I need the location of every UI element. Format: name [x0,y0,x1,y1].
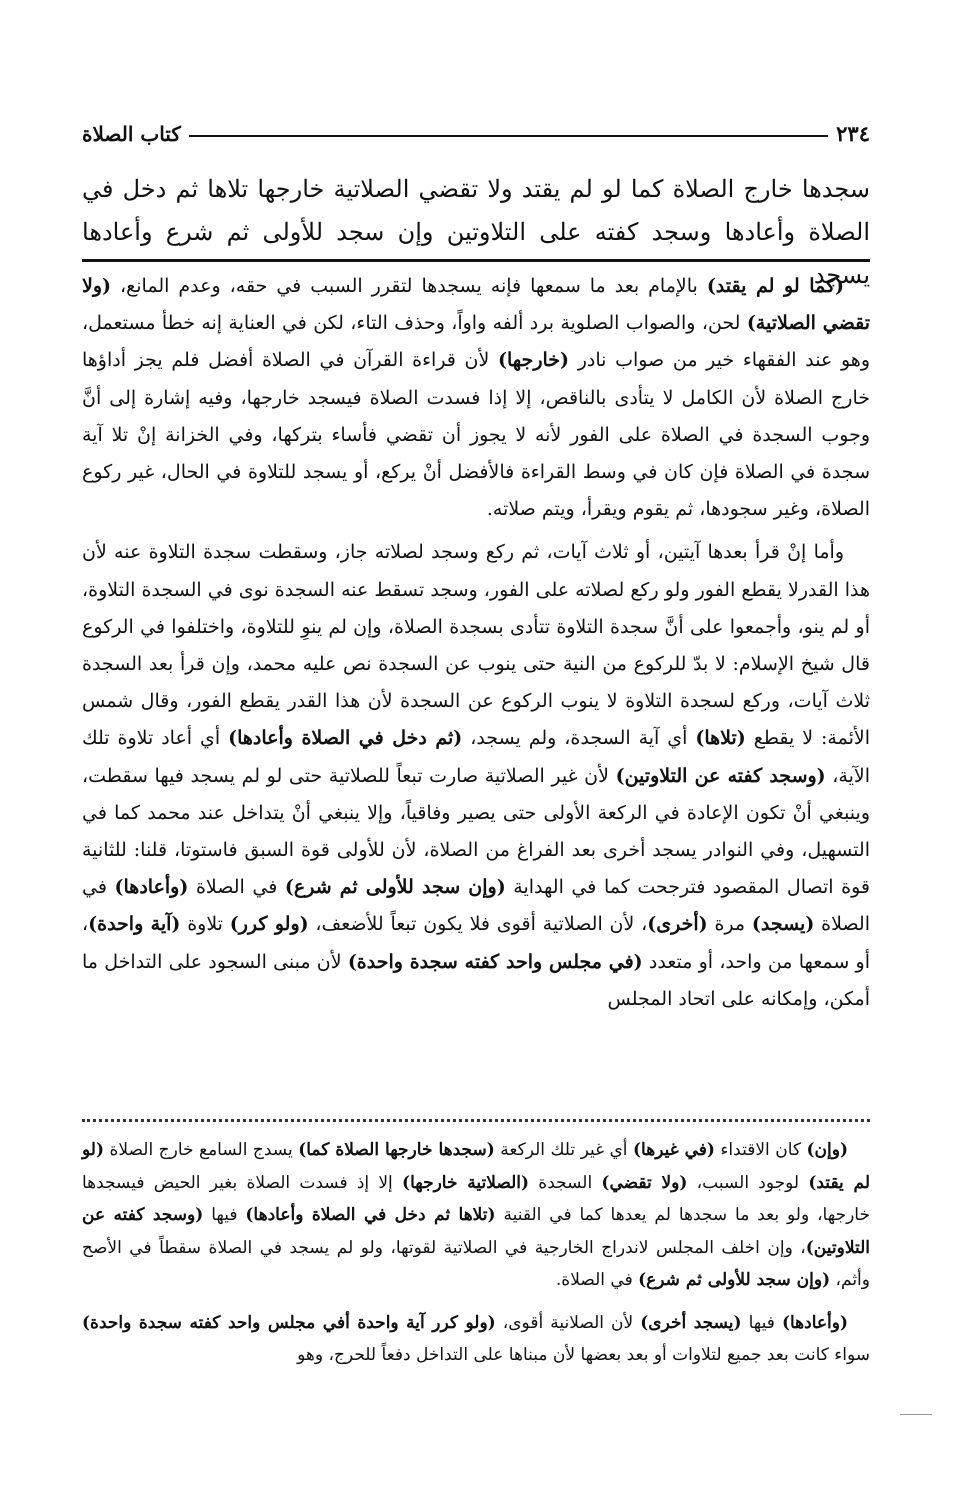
quoted-phrase: (تلاها) [695,727,746,750]
quoted-phrase: (يسجد أخرى) [640,1312,742,1333]
quoted-phrase: (في مجلس واحد كفته سجدة واحدة) [347,950,643,973]
commentary-text: في الصلاة [188,876,285,899]
page-number: ٢٣٤ [836,121,870,146]
main-text-line: سجدها خارج الصلاة كما لو لم يقتد ولا تقضي الصلاتية خارجها تلاها ثم دخل في [82,175,870,203]
commentary-lower [82,1134,870,1372]
commentary-text: لأن مبنى السجود على التداخل ما أمكن، وإمكانه على اتحاد المجلس [82,950,870,1010]
commentary-text: في الصلاة [82,876,870,936]
commentary-text: كان الاقتداء [714,1140,807,1160]
quoted-phrase: (أخرى) [647,913,708,936]
quoted-phrase: (ولو كرر آية واحدة أفي مجلس واحد كفته سجدة واحدة) [82,1312,496,1333]
quoted-phrase: (وإن) [806,1140,848,1160]
commentary-text: لأن قراءة القرآن في الصلاة أفضل فلم يجز أداؤها خارج الصلاة لأن الكامل لا يتأدى بالناقص، إلا إذا فسدت الصلاة فيسجد خارجها، وفيه إشارة إلى أنَّ وجوب السجدة في الصلاة على الفور لأنه لا يجوز أن تقضي فأساء بتركها، وفي الخزانة إنْ تلا آية سجدة في الصلاة فإن كان في وسط القراءة فالأفضل أنْ يركع، أو يسجد للتلاوة في الحال، غير ركوع الصلاة، وغير سجودها، ثم يقوم ويقرأ، ويتم صلاته. [82,349,870,521]
quoted-phrase: (ولا تقضي الصلاتية) [82,275,871,335]
commentary-text: ، وإن اخلف المجلس لاندراج الخارجية في الصلاتية لقوتها، ولو لم يسجد في الصلاة سقطاً في الأصح وأثم، [82,1237,870,1290]
commentary-paragraph [82,268,870,528]
quoted-phrase: (وأعادها) [114,876,189,899]
commentary-text: ، أو سمعها من واحد، أو متعدد [82,913,871,973]
commentary-text: لوجود السبب، [687,1172,809,1193]
quoted-phrase: (وإن سجد للأولى ثم شرع) [284,876,506,899]
quoted-phrase: (خارجها) [498,349,570,372]
commentary-text: ، لأن الصلاتية أقوى فلا يكون تبعاً للأضعف، [308,913,648,936]
quoted-phrase: (ولو كرر) [229,913,309,936]
commentary-text: أي آية السجدة، ولم يسجد، [462,727,696,750]
commentary-text: يسدج السامع خارج الصلاة [104,1140,299,1160]
commentary-text: أي غير تلك الركعة [494,1140,634,1160]
quoted-phrase: (ثم دخل في الصلاة وأعادها) [228,727,463,750]
quoted-phrase: (وأعادها) [781,1312,848,1333]
quoted-phrase: (سجدها خارجها الصلاة كما) [298,1140,495,1160]
quoted-phrase: (في غيرها) [633,1140,715,1160]
commentary-text: تلاوة [180,913,230,936]
quoted-phrase: (الصلاتية خارجها) [402,1172,530,1193]
commentary-text: مرة [707,913,752,936]
margin-mark [900,1414,932,1415]
commentary-text: لحن، والصواب الصلوية برد ألفه واواً، وحذف التاء، لكن في العناية إنه خطأ مستعمل، وهو عند الفقهاء خير من صواب نادر [82,312,870,372]
commentary-text: إلا إذ فسدت الصلاة بغير الحيض فيسجدها خارجها، ولو بعد ما سجدها لم يعدها كما في القنية [82,1172,870,1225]
commentary-text: السجدة [529,1172,602,1193]
quoted-phrase: (وسجد كفته عن التلاوتين) [82,1205,870,1258]
quoted-phrase: (وسجد كفته عن التلاوتين) [615,764,826,787]
main-text-divider [82,259,870,262]
commentary-text: بالإمام بعد ما سمعها فإنه يسجدها لتقرر السبب في حقه، وعدم المانع، [111,275,707,297]
commentary-text: لأن الصلانية أقوى، [495,1312,641,1333]
commentary-text: في الصلاة. [555,1270,639,1290]
commentary-upper [82,268,870,1018]
book-title: كتاب الصلاة [82,122,181,146]
commentary-text: وأما إنْ قرأ بعدها آيتين، أو ثلاث آيات، ثم ركع وسجد لصلاته جاز، وسقطت سجدة التلاوة عنه لأن هذا القدرلا يقطع الفور ولو ركع لصلاته على الفور، وسجد تسقط عنه السجدة نوى في السجدة التلاوة، أو لم ينو، وأجمعوا على أنَّ سجدة التلاوة تتأدى بسجدة الصلاة، وإن لم ينوِ للتلاوة، واختلفوا في الركوع قال شيخ الإسلام: لا بدّ للركوع من النية حتى ينوب عن السجدة نص عليه محمد، وإن قرأ بعد السجدة ثلاث آيات، وركع لسجدة التلاوة لا ينوب الركوع عن السجدة لأن هذا القدر يقطع الفور، وقال شمس الأئمة: لا يقطع [82,541,870,750]
commentary-text: فيها [203,1205,246,1225]
commentary-text: سواء كانت بعد جميع لتلاوات أو بعد بعضها لأن مبناها على التداخل دفعاً للحرج، وهو [297,1345,870,1365]
quoted-phrase: (لو لم يقتد) [82,1140,871,1193]
quoted-phrase: (تلاها ثم دخل في الصلاة وأعادها) [245,1205,496,1225]
commentary-paragraph [82,1307,870,1372]
quoted-phrase: (يسجد) [751,913,815,936]
commentary-text: لأن غير الصلاتية صارت تبعاً للصلاتية حتى لو لم يسجد فيها سقطت، وينبغي أنْ تكون الإعادة في الركعة الأولى حتى يصير وفاقياً، وإلا ينبغي أنْ يتداخل عند محمد كما في التسهيل، وفي النوادر يسجد أخرى بعد الفراغ من الصلاة، لأن للأولى قوة السبق فاستوتا، قلنا: للثانية قوة اتصال المقصود فترجحت كما في الهداية [82,764,870,899]
quoted-phrase: (كما لو لم يقتد) [706,275,844,297]
quoted-phrase: (ولا تقضي) [601,1172,688,1193]
commentary-text: أي أعاد تلاوة تلك الآية، [82,727,870,787]
header-rule [189,135,828,137]
quoted-phrase: (آية واحدة) [88,913,181,936]
commentary-divider [82,1119,870,1122]
running-header [82,112,870,146]
commentary-paragraph [82,534,870,1018]
commentary-text: فيها [741,1312,782,1333]
commentary-paragraph [82,1134,870,1297]
main-text-line: الصلاة وأعادها وسجد كفته على التلاوتين وإن سجد للأولى ثم شرع وأعادها يسجد [82,218,871,289]
quoted-phrase: (وإن سجد للأولى ثم شرع) [638,1270,831,1290]
